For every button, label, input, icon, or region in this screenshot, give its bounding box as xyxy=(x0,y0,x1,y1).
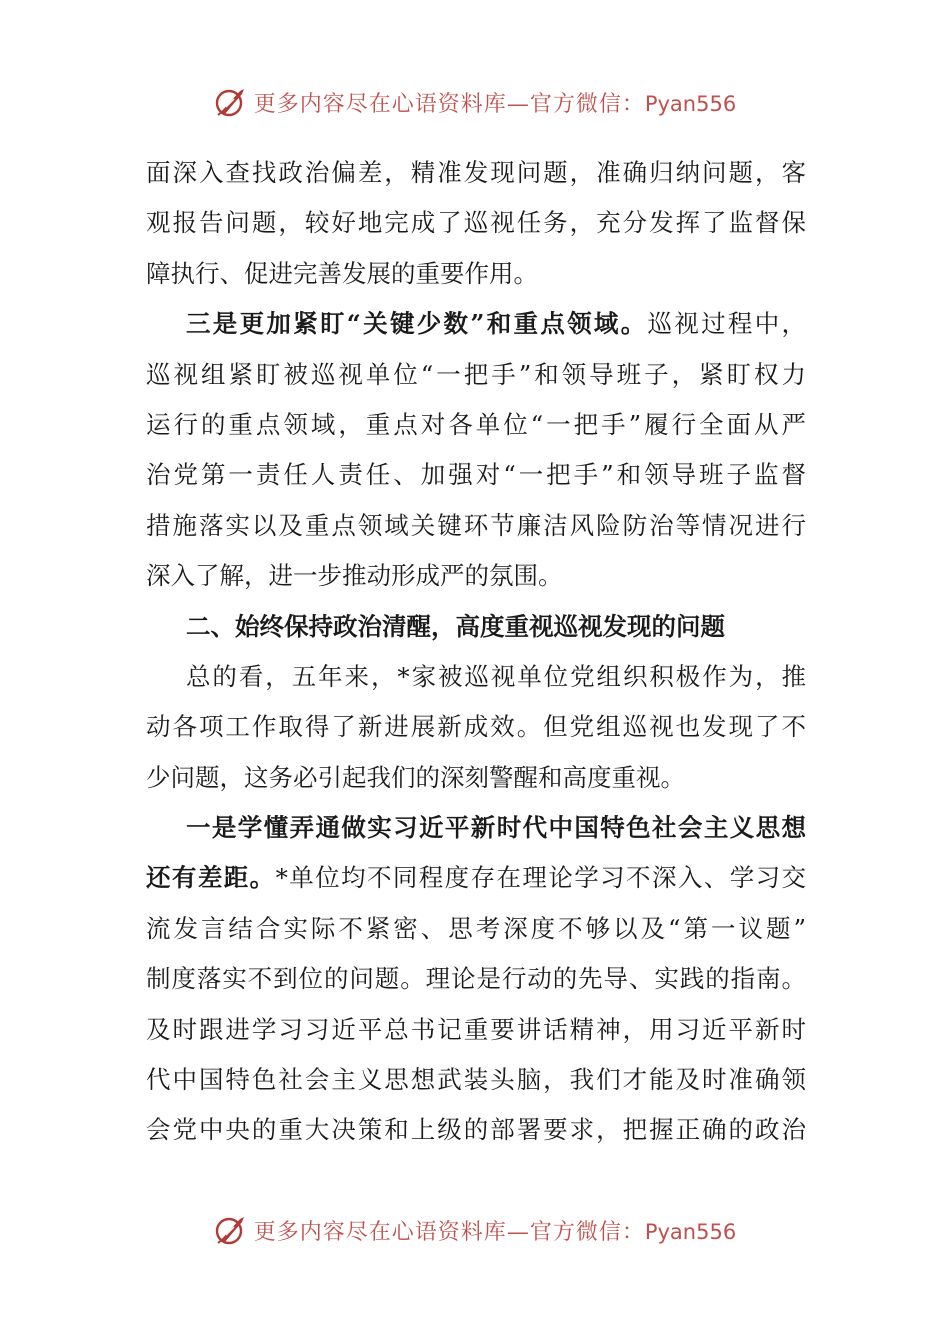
paragraph-line: 巡视组紧盯被巡视单位“一把手”和领导班子，紧盯权力 xyxy=(146,359,806,389)
paragraph-line: 代中国特色社会主义思想武装头脑，我们才能及时准确领 xyxy=(146,1065,806,1095)
paragraph-line: 运行的重点领域，重点对各单位“一把手”履行全面从严 xyxy=(146,409,806,439)
paragraph-line: 面深入查找政治偏差，精准发现问题，准确归纳问题，客 xyxy=(146,158,806,187)
paragraph-line: 会党中央的重大决策和上级的部署要求，把握正确的政治 xyxy=(146,1115,806,1145)
bold-lead-line: 一是学懂弄通做实习近平新时代中国特色社会主义思想 xyxy=(186,813,806,843)
header-banner xyxy=(0,82,950,122)
paragraph-line: 总的看，五年来，*家被巡视单位党组织积极作为，推 xyxy=(186,661,806,691)
paragraph-line: 治党第一责任人责任、加强对“一把手”和领导班子监督 xyxy=(146,460,806,490)
paragraph-line: 三是更加紧盯“关键少数”和重点领域。巡视过程中， xyxy=(186,309,806,339)
paragraph-line: 措施落实以及重点领域关键环节廉洁风险防治等情况进行 xyxy=(146,510,806,540)
quill-logo-icon xyxy=(214,85,248,119)
quill-logo-icon xyxy=(214,1213,248,1247)
paragraph-line: 动各项工作取得了新进展新成效。但党组巡视也发现了不 xyxy=(146,712,806,742)
bold-lead: 三是更加紧盯“关键少数”和重点领域。 xyxy=(186,309,648,339)
paragraph-line: 深入了解，进一步推动形成严的氛围。 xyxy=(146,561,563,591)
section-heading: 二、始终保持政治清醒，高度重视巡视发现的问题 xyxy=(186,611,725,641)
paragraph-line: 还有差距。*单位均不同程度存在理论学习不深入、学习交 xyxy=(146,863,807,893)
paragraph-line: 少问题，这务必引起我们的深刻警醒和高度重视。 xyxy=(146,762,685,792)
paragraph-line: 障执行、促进完善发展的重要作用。 xyxy=(146,258,538,288)
footer-banner xyxy=(0,1210,950,1250)
document-body xyxy=(146,148,806,1156)
header-banner-text: 更多内容尽在心语资料库—官方微信：Pyan556 xyxy=(253,91,737,117)
bold-lead: 还有差距。 xyxy=(146,863,276,893)
paragraph-line: 流发言结合实际不紧密、思考深度不够以及“第一议题” xyxy=(146,913,806,943)
paragraph-line: 制度落实不到位的问题。理论是行动的先导、实践的指南。 xyxy=(146,964,806,994)
paragraph-line: 及时跟进学习习近平总书记重要讲话精神，用习近平新时 xyxy=(146,1014,806,1044)
footer-banner-text: 更多内容尽在心语资料库—官方微信：Pyan556 xyxy=(253,1219,737,1245)
paragraph-line: 观报告问题，较好地完成了巡视任务，充分发挥了监督保 xyxy=(146,208,806,238)
